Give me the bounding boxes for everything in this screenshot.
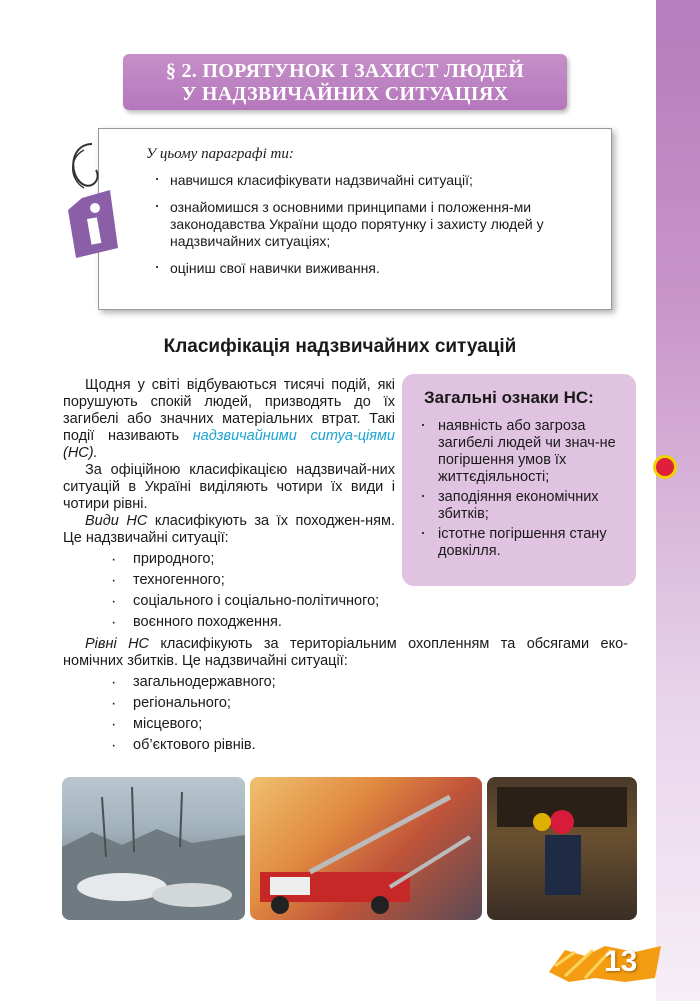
type-item: · соціального і соціально-політичного;	[111, 591, 395, 612]
paragraph-header	[123, 54, 567, 110]
level-item: · загальнодержавного;	[111, 672, 628, 693]
objectives-list	[152, 172, 582, 287]
header-line-2: У НАДЗВИЧАЙНИХ СИТУАЦІЯХ	[181, 83, 509, 105]
level-item: · регіонального;	[111, 693, 628, 714]
photo-armed-forces	[487, 777, 637, 920]
types-list	[63, 549, 395, 633]
objective-item: · оціниш свої навички виживання.	[152, 260, 582, 277]
levels-list	[63, 672, 628, 756]
type-item: · природного;	[111, 549, 395, 570]
paragraph-3	[63, 513, 395, 547]
side-box-title: Загальні ознаки НС:	[424, 388, 594, 407]
side-strip-band	[656, 0, 700, 42]
page-number: 13	[604, 945, 638, 978]
side-color-strip	[656, 0, 700, 1001]
page-marker-icon	[656, 458, 674, 476]
level-item: · місцевого;	[111, 714, 628, 735]
objective-item: · навчишся класифікувати надзвичайні ситуації;	[152, 172, 582, 189]
p4-text: класифікують за територіальним охопленням та обсягами еко-номічних збитків. Це надзвичайні ситуації:	[63, 636, 628, 669]
section-title: Класифікація надзвичайних ситуацій	[163, 336, 517, 357]
signs-list	[418, 418, 628, 563]
levels-text	[63, 636, 628, 756]
header-line-1: § 2. ПОРЯТУНОК І ЗАХИСТ ЛЮДЕЙ	[165, 60, 525, 82]
general-signs-box	[402, 374, 636, 586]
p3-text: класифікують за їх походжен-ням. Це надзвичайні ситуації:	[63, 513, 395, 546]
sign-item: · заподіяння економічних збитків;	[418, 489, 628, 523]
info-tag-icon	[62, 140, 122, 260]
levels-term: Рівні НС	[85, 636, 150, 652]
paragraph-4	[63, 636, 628, 670]
sign-item: · наявність або загроза загибелі людей чи знач-не погіршення умов їх життєдіяльності;	[418, 418, 628, 486]
level-item: · об’єктового рівнів.	[111, 735, 628, 756]
types-term: Види НС	[85, 513, 148, 529]
photo-natural-disaster	[62, 777, 245, 920]
paragraph-1	[63, 377, 395, 462]
sign-item: · істотне погіршення стану довкілля.	[418, 526, 628, 560]
photo-fire-trucks	[250, 777, 482, 920]
p1-text: Щодня у світі відбуваються тисячі подій, які порушують спокій людей, призводять до їх загибелі або значних матеріальних втрат. Такі події називають	[63, 377, 395, 444]
type-item: · воєнного походження.	[111, 612, 395, 633]
objective-item: · ознайомишся з основними принципами і положення-ми законодавства України щодо порятунку і захисту людей у надзвичайних ситуаціях;	[152, 199, 582, 250]
objectives-intro: У цьому параграфі ти:	[146, 146, 294, 162]
main-text	[63, 377, 395, 633]
term-link: надзвичайними ситуа-ціями	[192, 428, 395, 444]
type-item: · техногенного;	[111, 570, 395, 591]
paragraph-2: За офіційною класифікацією надзвичай-них ситуацій в Україні виділяють чотири їх види і чотири рівні.	[63, 462, 395, 512]
p1-end: (НС).	[63, 445, 98, 461]
